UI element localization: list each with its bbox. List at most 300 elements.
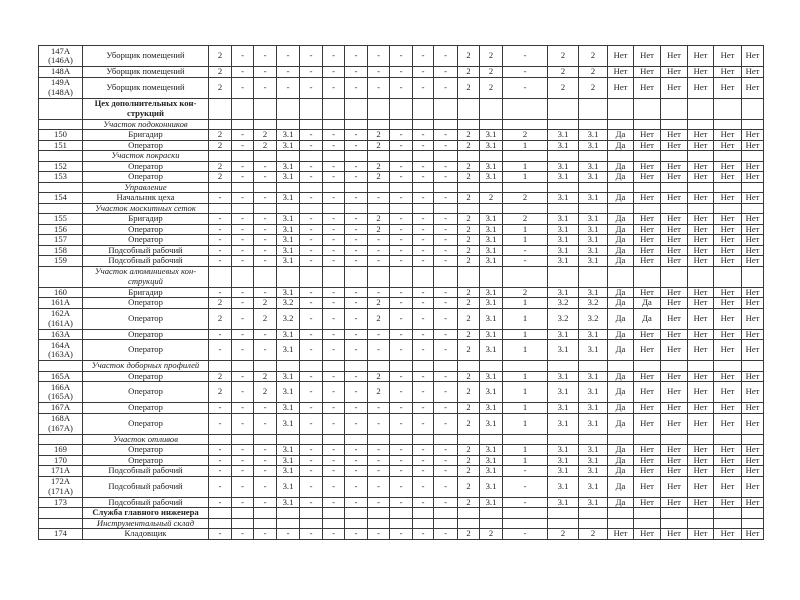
- value-cell: Да: [608, 172, 634, 183]
- value-cell: -: [209, 466, 232, 477]
- value-cell: Нет: [742, 497, 764, 508]
- value-cell: Нет: [661, 214, 688, 225]
- empty-cell: [368, 361, 390, 372]
- position-name: Уборщик помещений: [83, 67, 209, 78]
- position-name: Подсобный рабочий: [83, 466, 209, 477]
- empty-cell: [742, 508, 764, 519]
- value-cell: Нет: [742, 340, 764, 361]
- empty-cell: [661, 508, 688, 519]
- value-cell: -: [232, 193, 254, 204]
- value-cell: Нет: [634, 329, 661, 340]
- empty-cell: [345, 182, 368, 193]
- value-cell: 3.1: [548, 466, 579, 477]
- empty-cell: [300, 182, 323, 193]
- value-cell: Нет: [634, 287, 661, 298]
- value-cell: Нет: [714, 245, 742, 256]
- value-cell: -: [503, 46, 548, 67]
- value-cell: -: [345, 224, 368, 235]
- value-cell: Нет: [742, 403, 764, 414]
- value-cell: 3.1: [548, 140, 579, 151]
- value-cell: -: [368, 67, 390, 78]
- empty-cell: [209, 182, 232, 193]
- position-name: Подсобный рабочий: [83, 497, 209, 508]
- value-cell: -: [323, 214, 345, 225]
- value-cell: -: [390, 256, 413, 267]
- value-cell: 3.2: [579, 308, 608, 329]
- value-cell: Нет: [661, 476, 688, 497]
- value-cell: 3.1: [548, 172, 579, 183]
- empty-cell: [209, 508, 232, 519]
- value-cell: 2: [209, 298, 232, 309]
- value-cell: 2: [548, 67, 579, 78]
- value-cell: Да: [608, 224, 634, 235]
- value-cell: 2: [209, 382, 232, 403]
- empty-cell: [688, 98, 714, 119]
- value-cell: Нет: [688, 371, 714, 382]
- empty-cell: [39, 434, 83, 445]
- value-cell: -: [323, 224, 345, 235]
- value-cell: -: [277, 67, 300, 78]
- value-cell: -: [368, 413, 390, 434]
- empty-cell: [277, 182, 300, 193]
- value-cell: Нет: [688, 245, 714, 256]
- value-cell: -: [434, 413, 458, 434]
- value-cell: Нет: [634, 497, 661, 508]
- value-cell: -: [368, 256, 390, 267]
- empty-cell: [503, 98, 548, 119]
- section-row: [39, 266, 764, 287]
- empty-cell: [345, 151, 368, 162]
- value-cell: -: [345, 287, 368, 298]
- value-cell: -: [232, 130, 254, 141]
- value-cell: -: [232, 403, 254, 414]
- value-cell: 3.1: [480, 235, 503, 246]
- empty-cell: [579, 119, 608, 130]
- workplace-number: 165А: [39, 371, 83, 382]
- value-cell: Нет: [714, 529, 742, 540]
- empty-cell: [413, 434, 434, 445]
- value-cell: 1: [503, 340, 548, 361]
- value-cell: -: [413, 529, 434, 540]
- value-cell: -: [232, 245, 254, 256]
- value-cell: Нет: [714, 224, 742, 235]
- value-cell: -: [232, 46, 254, 67]
- empty-cell: [458, 361, 480, 372]
- value-cell: -: [434, 161, 458, 172]
- value-cell: -: [323, 67, 345, 78]
- value-cell: 2: [254, 308, 277, 329]
- value-cell: -: [209, 287, 232, 298]
- value-cell: -: [434, 256, 458, 267]
- table-row: [39, 46, 764, 67]
- value-cell: 3.1: [480, 476, 503, 497]
- value-cell: -: [254, 161, 277, 172]
- value-cell: 3.2: [277, 298, 300, 309]
- value-cell: 3.1: [277, 214, 300, 225]
- workplace-number: 147А (146А): [39, 46, 83, 67]
- value-cell: Нет: [714, 256, 742, 267]
- position-name: Оператор: [83, 329, 209, 340]
- workplace-number: 160: [39, 287, 83, 298]
- empty-cell: [634, 119, 661, 130]
- value-cell: -: [345, 77, 368, 98]
- empty-cell: [300, 266, 323, 287]
- empty-cell: [661, 182, 688, 193]
- value-cell: 3.1: [579, 287, 608, 298]
- empty-cell: [232, 151, 254, 162]
- section-row: [39, 151, 764, 162]
- value-cell: Нет: [634, 403, 661, 414]
- value-cell: Нет: [714, 67, 742, 78]
- value-cell: Да: [608, 235, 634, 246]
- value-cell: 3.1: [548, 382, 579, 403]
- empty-cell: [277, 361, 300, 372]
- empty-cell: [608, 98, 634, 119]
- empty-cell: [300, 434, 323, 445]
- value-cell: -: [300, 214, 323, 225]
- value-cell: Нет: [634, 445, 661, 456]
- value-cell: Нет: [714, 287, 742, 298]
- value-cell: 2: [458, 77, 480, 98]
- value-cell: -: [277, 46, 300, 67]
- value-cell: -: [345, 308, 368, 329]
- position-name: Оператор: [83, 224, 209, 235]
- value-cell: 2: [458, 382, 480, 403]
- value-cell: -: [277, 77, 300, 98]
- value-cell: -: [413, 329, 434, 340]
- value-cell: -: [277, 529, 300, 540]
- empty-cell: [714, 508, 742, 519]
- value-cell: 2: [458, 497, 480, 508]
- empty-cell: [661, 203, 688, 214]
- value-cell: -: [413, 413, 434, 434]
- value-cell: 2: [458, 46, 480, 67]
- value-cell: -: [413, 172, 434, 183]
- value-cell: -: [390, 235, 413, 246]
- value-cell: -: [413, 245, 434, 256]
- empty-cell: [714, 182, 742, 193]
- workplace-number: 172А (171А): [39, 476, 83, 497]
- position-name: Уборщик помещений: [83, 46, 209, 67]
- value-cell: Нет: [742, 67, 764, 78]
- value-cell: -: [368, 403, 390, 414]
- value-cell: -: [323, 476, 345, 497]
- value-cell: 3.1: [277, 172, 300, 183]
- value-cell: -: [434, 172, 458, 183]
- value-cell: 2: [503, 130, 548, 141]
- value-cell: -: [434, 214, 458, 225]
- value-cell: 2: [209, 172, 232, 183]
- empty-cell: [434, 151, 458, 162]
- value-cell: 2: [368, 214, 390, 225]
- empty-cell: [254, 508, 277, 519]
- value-cell: -: [232, 445, 254, 456]
- empty-cell: [608, 361, 634, 372]
- value-cell: Нет: [688, 445, 714, 456]
- empty-cell: [579, 203, 608, 214]
- value-cell: Нет: [688, 287, 714, 298]
- empty-cell: [548, 98, 579, 119]
- value-cell: -: [368, 235, 390, 246]
- empty-cell: [209, 518, 232, 529]
- empty-cell: [434, 434, 458, 445]
- value-cell: Да: [608, 161, 634, 172]
- empty-cell: [39, 508, 83, 519]
- value-cell: -: [413, 193, 434, 204]
- empty-cell: [368, 182, 390, 193]
- workplace-assessment-table: [38, 45, 764, 540]
- value-cell: 3.1: [277, 193, 300, 204]
- value-cell: Да: [608, 214, 634, 225]
- value-cell: 3.1: [480, 371, 503, 382]
- value-cell: -: [434, 67, 458, 78]
- value-cell: Нет: [634, 256, 661, 267]
- table-row: [39, 413, 764, 434]
- empty-cell: [458, 98, 480, 119]
- empty-cell: [548, 508, 579, 519]
- workplace-number: 157: [39, 235, 83, 246]
- value-cell: -: [413, 287, 434, 298]
- value-cell: Да: [608, 497, 634, 508]
- value-cell: -: [300, 466, 323, 477]
- value-cell: -: [390, 455, 413, 466]
- value-cell: Нет: [661, 193, 688, 204]
- empty-cell: [323, 434, 345, 445]
- value-cell: Нет: [742, 466, 764, 477]
- empty-cell: [434, 266, 458, 287]
- workplace-number: 162А (161А): [39, 308, 83, 329]
- value-cell: 2: [579, 46, 608, 67]
- value-cell: -: [434, 329, 458, 340]
- value-cell: 1: [503, 371, 548, 382]
- empty-cell: [688, 434, 714, 445]
- value-cell: -: [345, 466, 368, 477]
- value-cell: -: [434, 340, 458, 361]
- value-cell: -: [413, 445, 434, 456]
- value-cell: 2: [209, 308, 232, 329]
- value-cell: -: [434, 287, 458, 298]
- value-cell: -: [345, 340, 368, 361]
- value-cell: -: [434, 497, 458, 508]
- empty-cell: [661, 266, 688, 287]
- value-cell: Нет: [661, 67, 688, 78]
- value-cell: 1: [503, 235, 548, 246]
- empty-cell: [434, 203, 458, 214]
- workplace-number: 151: [39, 140, 83, 151]
- value-cell: -: [323, 455, 345, 466]
- value-cell: Нет: [608, 46, 634, 67]
- value-cell: -: [300, 455, 323, 466]
- value-cell: -: [232, 497, 254, 508]
- empty-cell: [323, 151, 345, 162]
- value-cell: 1: [503, 172, 548, 183]
- value-cell: -: [413, 298, 434, 309]
- empty-cell: [579, 518, 608, 529]
- value-cell: Нет: [742, 329, 764, 340]
- value-cell: -: [232, 413, 254, 434]
- empty-cell: [300, 203, 323, 214]
- position-name: Начальник цеха: [83, 193, 209, 204]
- value-cell: Нет: [742, 245, 764, 256]
- empty-cell: [579, 266, 608, 287]
- value-cell: -: [345, 256, 368, 267]
- value-cell: -: [209, 256, 232, 267]
- value-cell: Нет: [634, 235, 661, 246]
- value-cell: 2: [254, 371, 277, 382]
- value-cell: -: [209, 403, 232, 414]
- empty-cell: [323, 119, 345, 130]
- value-cell: Нет: [714, 46, 742, 67]
- value-cell: -: [232, 466, 254, 477]
- value-cell: 2: [458, 214, 480, 225]
- value-cell: Нет: [714, 172, 742, 183]
- table-row: [39, 529, 764, 540]
- value-cell: 3.1: [548, 371, 579, 382]
- table-row: [39, 445, 764, 456]
- empty-cell: [548, 182, 579, 193]
- workplace-number: 148А: [39, 67, 83, 78]
- value-cell: Нет: [714, 371, 742, 382]
- value-cell: -: [345, 298, 368, 309]
- value-cell: -: [254, 256, 277, 267]
- value-cell: 2: [458, 340, 480, 361]
- value-cell: 2: [458, 466, 480, 477]
- empty-cell: [413, 182, 434, 193]
- value-cell: 3.2: [277, 308, 300, 329]
- value-cell: -: [503, 256, 548, 267]
- value-cell: Да: [608, 413, 634, 434]
- empty-cell: [503, 151, 548, 162]
- empty-cell: [714, 266, 742, 287]
- value-cell: 3.1: [579, 214, 608, 225]
- empty-cell: [323, 266, 345, 287]
- workplace-number: 167А: [39, 403, 83, 414]
- empty-cell: [579, 361, 608, 372]
- value-cell: Нет: [742, 476, 764, 497]
- value-cell: -: [345, 235, 368, 246]
- value-cell: Нет: [688, 403, 714, 414]
- value-cell: Нет: [661, 497, 688, 508]
- section-row: [39, 518, 764, 529]
- position-name: Бригадир: [83, 130, 209, 141]
- value-cell: 3.1: [579, 256, 608, 267]
- value-cell: Нет: [688, 193, 714, 204]
- empty-cell: [661, 119, 688, 130]
- value-cell: -: [345, 46, 368, 67]
- value-cell: 2: [458, 193, 480, 204]
- value-cell: -: [434, 193, 458, 204]
- empty-cell: [579, 151, 608, 162]
- workplace-number: 152: [39, 161, 83, 172]
- value-cell: -: [345, 529, 368, 540]
- empty-cell: [634, 361, 661, 372]
- empty-cell: [300, 361, 323, 372]
- empty-cell: [688, 182, 714, 193]
- empty-cell: [39, 203, 83, 214]
- position-name: Оператор: [83, 340, 209, 361]
- empty-cell: [548, 361, 579, 372]
- value-cell: Нет: [742, 382, 764, 403]
- value-cell: 2: [458, 130, 480, 141]
- value-cell: 2: [254, 382, 277, 403]
- value-cell: Нет: [714, 329, 742, 340]
- value-cell: 3.1: [277, 235, 300, 246]
- empty-cell: [368, 119, 390, 130]
- value-cell: -: [503, 466, 548, 477]
- value-cell: 2: [548, 529, 579, 540]
- value-cell: 2: [209, 46, 232, 67]
- value-cell: -: [390, 476, 413, 497]
- value-cell: -: [345, 130, 368, 141]
- position-name: Подсобный рабочий: [83, 256, 209, 267]
- empty-cell: [232, 266, 254, 287]
- value-cell: 3.1: [548, 340, 579, 361]
- value-cell: Нет: [661, 455, 688, 466]
- value-cell: Нет: [661, 130, 688, 141]
- empty-cell: [503, 119, 548, 130]
- value-cell: 3.1: [548, 329, 579, 340]
- empty-cell: [254, 266, 277, 287]
- value-cell: -: [413, 214, 434, 225]
- value-cell: 3.1: [579, 140, 608, 151]
- value-cell: Нет: [634, 130, 661, 141]
- empty-cell: [232, 203, 254, 214]
- value-cell: -: [254, 245, 277, 256]
- value-cell: 2: [368, 161, 390, 172]
- value-cell: 2: [458, 476, 480, 497]
- value-cell: 3.1: [480, 256, 503, 267]
- value-cell: -: [300, 172, 323, 183]
- value-cell: Нет: [714, 140, 742, 151]
- value-cell: 3.1: [548, 161, 579, 172]
- value-cell: 1: [503, 445, 548, 456]
- value-cell: Нет: [661, 382, 688, 403]
- value-cell: Нет: [634, 371, 661, 382]
- empty-cell: [413, 98, 434, 119]
- table-row: [39, 466, 764, 477]
- value-cell: 3.1: [277, 256, 300, 267]
- value-cell: 3.1: [548, 476, 579, 497]
- value-cell: -: [254, 329, 277, 340]
- section-row: [39, 182, 764, 193]
- value-cell: -: [434, 298, 458, 309]
- empty-cell: [608, 518, 634, 529]
- value-cell: -: [503, 77, 548, 98]
- value-cell: Нет: [688, 172, 714, 183]
- value-cell: 3.1: [579, 193, 608, 204]
- value-cell: Нет: [688, 224, 714, 235]
- value-cell: -: [323, 497, 345, 508]
- value-cell: 2: [458, 455, 480, 466]
- value-cell: Нет: [688, 466, 714, 477]
- value-cell: 3.1: [480, 455, 503, 466]
- value-cell: -: [390, 403, 413, 414]
- value-cell: -: [232, 140, 254, 151]
- value-cell: 2: [368, 130, 390, 141]
- value-cell: 2: [368, 298, 390, 309]
- empty-cell: [661, 434, 688, 445]
- value-cell: -: [232, 256, 254, 267]
- table-row: [39, 245, 764, 256]
- value-cell: 2: [480, 46, 503, 67]
- workplace-number: 166А (165А): [39, 382, 83, 403]
- workplace-number: 161А: [39, 298, 83, 309]
- value-cell: -: [434, 235, 458, 246]
- value-cell: 2: [458, 140, 480, 151]
- value-cell: Нет: [714, 161, 742, 172]
- value-cell: -: [345, 193, 368, 204]
- value-cell: Нет: [634, 224, 661, 235]
